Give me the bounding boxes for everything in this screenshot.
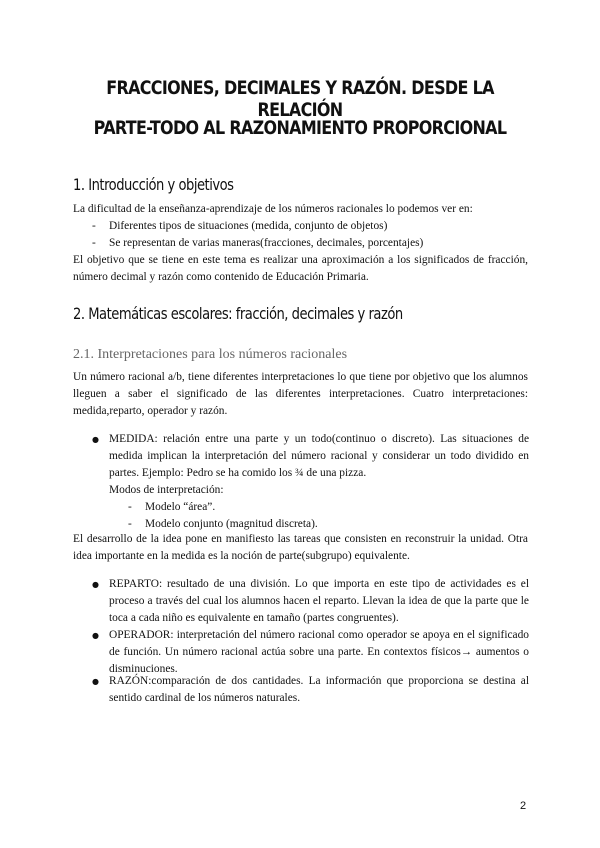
section-2-intro: Un número racional a/b, tiene diferentes interpretaciones lo que tiene por objetivo que los alumnos lleguen a saber el significado de las diferentes interpretaciones. Cuatro interpretaciones: medida,reparto, operador y razón. <box>73 371 528 417</box>
section-2-heading: 2. Matemáticas escolares: fracción, decimales y razón <box>73 304 403 323</box>
bullet-medida: MEDIDA: relación entre una parte y un todo(continuo o discreto). Las situaciones de medida implican la interpretación del número racional y considerar un todo dividido en partes. Ejemplo: Pedro se ha comido los ¾ de una pizza. <box>109 433 529 479</box>
difficulty-item-2: Se representan de varias maneras(fracciones, decimales, porcentajes) <box>109 237 424 249</box>
dash-marker: - <box>92 220 96 232</box>
section-1-heading: 1. Introducción y objetivos <box>73 175 234 194</box>
bullet-dot: ● <box>92 677 99 686</box>
medida-note: El desarrollo de la idea pone en manifiesto las tareas que consisten en reconstruir la unidad. Otra idea importante en la medida es la noción de parte(subgrupo) equivalente. <box>73 533 528 562</box>
bullet-razon: RAZÓN:comparación de dos cantidades. La información que proporciona se destina al sentido cardinal de los números naturales. <box>109 675 529 704</box>
bullet-reparto: REPARTO: resultado de una división. Lo que importa en este tipo de actividades es el proceso a través del cual los alumnos hacen el reparto. Llevan la idea de que la parte que le toca a cada niño es equivalente en tamaño (partes congruentes). <box>109 578 529 624</box>
difficulty-item-1: Diferentes tipos de situaciones (medida, conjunto de objetos) <box>109 220 388 232</box>
subsection-2-1-heading: 2.1. Interpretaciones para los números racionales <box>73 347 348 362</box>
model-area: Modelo “área”. <box>145 501 216 513</box>
dash-marker: - <box>128 518 132 530</box>
model-conjunto: Modelo conjunto (magnitud discreta). <box>145 518 318 530</box>
section-1-intro: La dificultad de la enseñanza-aprendizaje de los números racionales lo podemos ver en: <box>73 203 473 215</box>
document-title-line-2: PARTE-TODO AL RAZONAMIENTO PROPORCIONAL <box>93 117 507 139</box>
bullet-dot: ● <box>92 435 99 444</box>
document-title-line-1: FRACCIONES, DECIMALES Y RAZÓN. DESDE LA RELACIÓN <box>106 77 494 121</box>
bullet-dot: ● <box>92 580 99 589</box>
bullet-dot: ● <box>92 631 99 640</box>
page-number: 2 <box>520 800 527 812</box>
models-label: Modos de interpretación: <box>109 484 224 496</box>
dash-marker: - <box>128 501 132 513</box>
section-1-objective: El objetivo que se tiene en este tema es realizar una aproximación a los significados de fracción, número decimal y razón como contenido de Educación Primaria. <box>73 254 528 283</box>
bullet-operador: OPERADOR: interpretación del número racional como operador se apoya en el significado de función. Un número racional actúa sobre una parte. En contextos físicos→ aumentos o disminuciones. <box>109 629 529 675</box>
dash-marker: - <box>92 237 96 249</box>
